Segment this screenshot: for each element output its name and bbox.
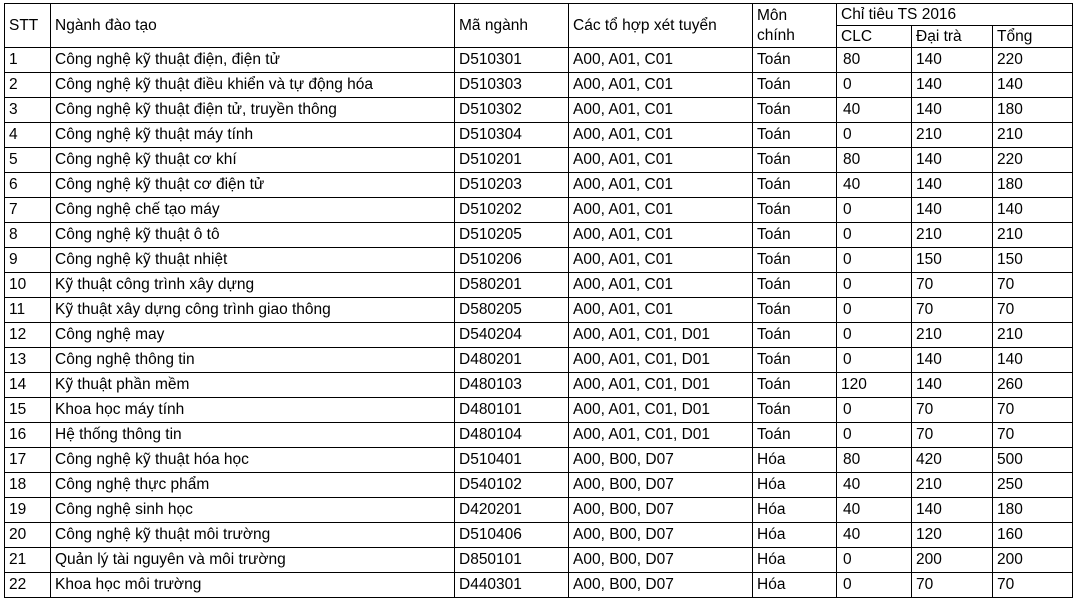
- cell-tong: 140: [993, 73, 1073, 98]
- cell-tong: 180: [993, 498, 1073, 523]
- cell-tong: 150: [993, 248, 1073, 273]
- cell-stt: 7: [5, 198, 51, 223]
- cell-clc: 0: [837, 198, 912, 223]
- cell-to-hop: A00, A01, C01, D01: [569, 423, 753, 448]
- cell-stt: 14: [5, 373, 51, 398]
- header-mon-line1: Môn: [757, 6, 788, 24]
- cell-tong: 210: [993, 323, 1073, 348]
- cell-stt: 6: [5, 173, 51, 198]
- table-row: [5, 173, 1073, 198]
- cell-mon-chinh: Toán: [753, 148, 837, 173]
- cell-to-hop: A00, A01, C01: [569, 298, 753, 323]
- cell-ma-nganh: D540102: [455, 473, 569, 498]
- table-row: [5, 498, 1073, 523]
- cell-tong: 220: [993, 48, 1073, 73]
- cell-ma-nganh: D580201: [455, 273, 569, 298]
- header-dai-tra: Đại trà: [912, 26, 993, 48]
- cell-mon-chinh: Toán: [753, 348, 837, 373]
- cell-stt: 12: [5, 323, 51, 348]
- cell-dai-tra: 420: [912, 448, 993, 473]
- cell-ma-nganh: D510203: [455, 173, 569, 198]
- cell-stt: 5: [5, 148, 51, 173]
- cell-clc: 0: [837, 398, 912, 423]
- cell-clc: 0: [837, 223, 912, 248]
- cell-tong: 180: [993, 173, 1073, 198]
- cell-dai-tra: 140: [912, 48, 993, 73]
- cell-nganh: Công nghệ chế tạo máy: [51, 198, 455, 223]
- cell-clc: 40: [837, 523, 912, 548]
- cell-dai-tra: 150: [912, 248, 993, 273]
- cell-to-hop: A00, A01, C01: [569, 148, 753, 173]
- cell-to-hop: A00, A01, C01: [569, 198, 753, 223]
- cell-clc: 40: [837, 98, 912, 123]
- cell-tong: 140: [993, 198, 1073, 223]
- cell-clc: 0: [837, 323, 912, 348]
- cell-dai-tra: 140: [912, 348, 993, 373]
- cell-dai-tra: 70: [912, 398, 993, 423]
- cell-ma-nganh: D510202: [455, 198, 569, 223]
- cell-nganh: Kỹ thuật phần mềm: [51, 373, 455, 398]
- cell-mon-chinh: Toán: [753, 173, 837, 198]
- cell-nganh: Khoa học máy tính: [51, 398, 455, 423]
- cell-clc: 80: [837, 448, 912, 473]
- cell-nganh: Công nghệ sinh học: [51, 498, 455, 523]
- table-row: [5, 98, 1073, 123]
- table-row: [5, 548, 1073, 573]
- table-row: [5, 323, 1073, 348]
- cell-ma-nganh: D510406: [455, 523, 569, 548]
- cell-ma-nganh: D850101: [455, 548, 569, 573]
- cell-dai-tra: 210: [912, 323, 993, 348]
- cell-to-hop: A00, A01, C01: [569, 173, 753, 198]
- cell-clc: 80: [837, 48, 912, 73]
- cell-nganh: Công nghệ kỹ thuật nhiệt: [51, 248, 455, 273]
- cell-nganh: Công nghệ kỹ thuật máy tính: [51, 123, 455, 148]
- cell-mon-chinh: Hóa: [753, 548, 837, 573]
- cell-to-hop: A00, A01, C01: [569, 73, 753, 98]
- admission-quota-table: [4, 3, 1073, 598]
- cell-mon-chinh: Toán: [753, 73, 837, 98]
- cell-nganh: Khoa học môi trường: [51, 573, 455, 598]
- table-row: [5, 198, 1073, 223]
- header-stt: STT: [5, 4, 51, 48]
- table-body: [5, 48, 1073, 598]
- cell-dai-tra: 140: [912, 498, 993, 523]
- cell-tong: 160: [993, 523, 1073, 548]
- cell-dai-tra: 140: [912, 173, 993, 198]
- cell-stt: 1: [5, 48, 51, 73]
- cell-mon-chinh: Toán: [753, 423, 837, 448]
- admission-table-container: [4, 3, 1073, 598]
- cell-to-hop: A00, B00, D07: [569, 523, 753, 548]
- cell-ma-nganh: D510401: [455, 448, 569, 473]
- cell-stt: 22: [5, 573, 51, 598]
- cell-clc: 120: [837, 373, 912, 398]
- cell-dai-tra: 200: [912, 548, 993, 573]
- table-row: [5, 123, 1073, 148]
- cell-stt: 21: [5, 548, 51, 573]
- cell-nganh: Công nghệ thông tin: [51, 348, 455, 373]
- cell-to-hop: A00, A01, C01, D01: [569, 323, 753, 348]
- header-nganh: Ngành đào tạo: [51, 4, 455, 48]
- cell-tong: 70: [993, 298, 1073, 323]
- cell-dai-tra: 70: [912, 423, 993, 448]
- header-tong: Tổng: [993, 26, 1073, 48]
- cell-to-hop: A00, A01, C01: [569, 273, 753, 298]
- cell-tong: 70: [993, 423, 1073, 448]
- table-row: [5, 473, 1073, 498]
- cell-dai-tra: 140: [912, 198, 993, 223]
- cell-nganh: Công nghệ kỹ thuật hóa học: [51, 448, 455, 473]
- cell-stt: 4: [5, 123, 51, 148]
- cell-tong: 180: [993, 98, 1073, 123]
- cell-nganh: Kỹ thuật công trình xây dựng: [51, 273, 455, 298]
- cell-mon-chinh: Toán: [753, 298, 837, 323]
- cell-stt: 2: [5, 73, 51, 98]
- cell-dai-tra: 70: [912, 298, 993, 323]
- cell-clc: 40: [837, 473, 912, 498]
- cell-mon-chinh: Hóa: [753, 573, 837, 598]
- cell-dai-tra: 120: [912, 523, 993, 548]
- cell-stt: 20: [5, 523, 51, 548]
- cell-to-hop: A00, A01, C01, D01: [569, 348, 753, 373]
- cell-to-hop: A00, B00, D07: [569, 548, 753, 573]
- cell-to-hop: A00, B00, D07: [569, 573, 753, 598]
- cell-to-hop: A00, A01, C01: [569, 123, 753, 148]
- cell-mon-chinh: Hóa: [753, 448, 837, 473]
- cell-clc: 80: [837, 148, 912, 173]
- cell-clc: 0: [837, 573, 912, 598]
- cell-to-hop: A00, B00, D07: [569, 473, 753, 498]
- cell-mon-chinh: Toán: [753, 198, 837, 223]
- cell-to-hop: A00, B00, D07: [569, 448, 753, 473]
- cell-nganh: Quản lý tài nguyên và môi trường: [51, 548, 455, 573]
- cell-mon-chinh: Hóa: [753, 498, 837, 523]
- cell-mon-chinh: Toán: [753, 248, 837, 273]
- cell-mon-chinh: Toán: [753, 273, 837, 298]
- cell-dai-tra: 210: [912, 473, 993, 498]
- cell-to-hop: A00, B00, D07: [569, 498, 753, 523]
- cell-ma-nganh: D420201: [455, 498, 569, 523]
- cell-clc: 40: [837, 498, 912, 523]
- cell-tong: 220: [993, 148, 1073, 173]
- cell-stt: 8: [5, 223, 51, 248]
- table-row: [5, 398, 1073, 423]
- cell-mon-chinh: Toán: [753, 373, 837, 398]
- cell-nganh: Công nghệ kỹ thuật ô tô: [51, 223, 455, 248]
- cell-dai-tra: 140: [912, 373, 993, 398]
- cell-dai-tra: 140: [912, 98, 993, 123]
- table-row: [5, 148, 1073, 173]
- cell-ma-nganh: D540204: [455, 323, 569, 348]
- cell-stt: 17: [5, 448, 51, 473]
- cell-tong: 70: [993, 273, 1073, 298]
- table-row: [5, 573, 1073, 598]
- cell-stt: 13: [5, 348, 51, 373]
- cell-nganh: Công nghệ thực phẩm: [51, 473, 455, 498]
- cell-mon-chinh: Hóa: [753, 473, 837, 498]
- cell-ma-nganh: D510302: [455, 98, 569, 123]
- cell-stt: 15: [5, 398, 51, 423]
- cell-ma-nganh: D510304: [455, 123, 569, 148]
- cell-to-hop: A00, A01, C01: [569, 223, 753, 248]
- cell-ma-nganh: D580205: [455, 298, 569, 323]
- cell-stt: 16: [5, 423, 51, 448]
- cell-nganh: Công nghệ kỹ thuật điện tử, truyền thông: [51, 98, 455, 123]
- cell-mon-chinh: Toán: [753, 123, 837, 148]
- cell-mon-chinh: Toán: [753, 48, 837, 73]
- cell-nganh: Công nghệ kỹ thuật cơ khí: [51, 148, 455, 173]
- cell-clc: 0: [837, 123, 912, 148]
- cell-to-hop: A00, A01, C01, D01: [569, 398, 753, 423]
- cell-ma-nganh: D510301: [455, 48, 569, 73]
- table-row: [5, 348, 1073, 373]
- table-row: [5, 73, 1073, 98]
- header-mon-chinh: [753, 4, 837, 48]
- cell-to-hop: A00, A01, C01: [569, 48, 753, 73]
- table-row: [5, 448, 1073, 473]
- cell-clc: 0: [837, 348, 912, 373]
- cell-stt: 9: [5, 248, 51, 273]
- cell-stt: 10: [5, 273, 51, 298]
- cell-nganh: Công nghệ may: [51, 323, 455, 348]
- cell-tong: 140: [993, 348, 1073, 373]
- cell-ma-nganh: D480201: [455, 348, 569, 373]
- table-row: [5, 298, 1073, 323]
- cell-clc: 0: [837, 273, 912, 298]
- cell-dai-tra: 210: [912, 123, 993, 148]
- cell-stt: 3: [5, 98, 51, 123]
- cell-mon-chinh: Hóa: [753, 523, 837, 548]
- cell-clc: 0: [837, 73, 912, 98]
- table-row: [5, 48, 1073, 73]
- cell-tong: 70: [993, 398, 1073, 423]
- cell-tong: 210: [993, 123, 1073, 148]
- cell-ma-nganh: D510205: [455, 223, 569, 248]
- cell-mon-chinh: Toán: [753, 323, 837, 348]
- cell-dai-tra: 70: [912, 273, 993, 298]
- cell-ma-nganh: D510201: [455, 148, 569, 173]
- cell-dai-tra: 210: [912, 223, 993, 248]
- cell-dai-tra: 140: [912, 148, 993, 173]
- cell-mon-chinh: Toán: [753, 223, 837, 248]
- cell-nganh: Công nghệ kỹ thuật điện, điện tử: [51, 48, 455, 73]
- cell-tong: 260: [993, 373, 1073, 398]
- cell-tong: 210: [993, 223, 1073, 248]
- cell-stt: 18: [5, 473, 51, 498]
- cell-tong: 70: [993, 573, 1073, 598]
- header-chi-tieu: Chỉ tiêu TS 2016: [837, 4, 1073, 26]
- cell-tong: 500: [993, 448, 1073, 473]
- cell-mon-chinh: Toán: [753, 398, 837, 423]
- cell-clc: 40: [837, 173, 912, 198]
- cell-ma-nganh: D480101: [455, 398, 569, 423]
- table-row: [5, 423, 1073, 448]
- cell-nganh: Hệ thống thông tin: [51, 423, 455, 448]
- cell-mon-chinh: Toán: [753, 98, 837, 123]
- header-row-top: [5, 4, 1073, 26]
- table-row: [5, 248, 1073, 273]
- header-mon-line2: chính: [757, 26, 795, 44]
- cell-clc: 0: [837, 248, 912, 273]
- cell-clc: 0: [837, 548, 912, 573]
- cell-ma-nganh: D440301: [455, 573, 569, 598]
- cell-dai-tra: 70: [912, 573, 993, 598]
- cell-clc: 0: [837, 298, 912, 323]
- header-ma-nganh: Mã ngành: [455, 4, 569, 48]
- cell-stt: 11: [5, 298, 51, 323]
- cell-tong: 250: [993, 473, 1073, 498]
- cell-ma-nganh: D510206: [455, 248, 569, 273]
- header-to-hop: Các tổ hợp xét tuyển: [569, 4, 753, 48]
- cell-to-hop: A00, A01, C01: [569, 248, 753, 273]
- cell-ma-nganh: D480104: [455, 423, 569, 448]
- table-row: [5, 373, 1073, 398]
- cell-ma-nganh: D510303: [455, 73, 569, 98]
- header-clc: CLC: [837, 26, 912, 48]
- cell-nganh: Kỹ thuật xây dựng công trình giao thông: [51, 298, 455, 323]
- cell-to-hop: A00, A01, C01, D01: [569, 373, 753, 398]
- cell-nganh: Công nghệ kỹ thuật điều khiển và tự động hóa: [51, 73, 455, 98]
- table-row: [5, 223, 1073, 248]
- cell-ma-nganh: D480103: [455, 373, 569, 398]
- table-row: [5, 523, 1073, 548]
- cell-nganh: Công nghệ kỹ thuật môi trường: [51, 523, 455, 548]
- cell-tong: 200: [993, 548, 1073, 573]
- cell-dai-tra: 140: [912, 73, 993, 98]
- cell-clc: 0: [837, 423, 912, 448]
- cell-nganh: Công nghệ kỹ thuật cơ điện tử: [51, 173, 455, 198]
- cell-to-hop: A00, A01, C01: [569, 98, 753, 123]
- table-row: [5, 273, 1073, 298]
- cell-stt: 19: [5, 498, 51, 523]
